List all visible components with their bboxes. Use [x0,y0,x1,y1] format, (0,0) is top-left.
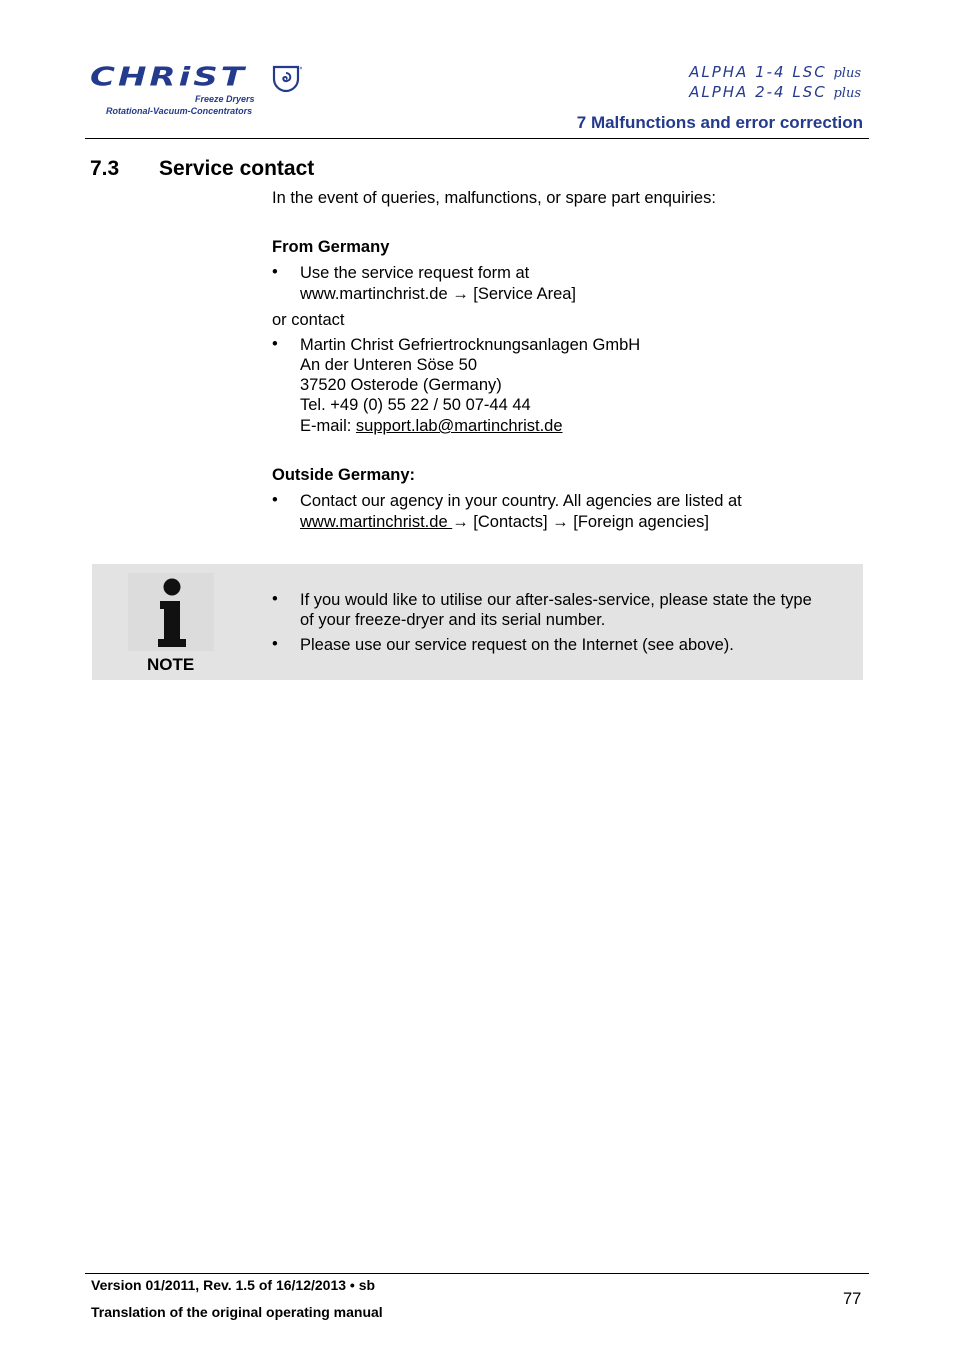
website-link[interactable]: www.martinchrist.de [300,513,453,531]
germany-heading: From Germany [272,238,390,256]
bullet-marker: • [272,335,278,353]
bullet-marker: • [272,263,278,281]
agency-path: → [Contacts] → [Foreign agencies] [452,513,709,531]
model-name-2 [689,83,861,101]
christ-logo-wordmark: CHRiST [90,62,247,92]
address-street: An der Unteren Söse 50 [300,356,478,374]
section-number: 7.3 [90,157,120,180]
agency-path-line [300,512,709,532]
bullet-marker: • [272,491,278,509]
address-city: 37520 Osterode (Germany) [300,376,502,394]
email-line [300,416,563,436]
logo-subtitle-concentrators: Rotational-Vacuum-Concentrators [106,106,253,116]
note-item1-line1: If you would like to utilise our after-sales-service, please state the type [300,591,812,609]
outside-heading: Outside Germany: [272,466,416,484]
info-icon [128,573,214,651]
footer-rule [85,1273,869,1274]
christ-emblem-icon [272,65,302,93]
bullet-marker: • [272,590,278,608]
note-label: NOTE [147,655,195,674]
address-phone: Tel. +49 (0) 55 22 / 50 07-44 44 [300,396,531,414]
model-name-2-text: ALPHA 2-4 LSC [689,83,827,101]
bullet-marker: • [272,635,278,653]
footer-translation: Translation of the original operating manual [91,1304,383,1320]
note-item2: Please use our service request on the Internet (see above). [300,636,734,654]
model-suffix-1: plus [833,66,861,81]
note-item1-line2: of your freeze-dryer and its serial number. [300,611,606,629]
chapter-title: 7 Malfunctions and error correction [576,113,863,132]
intro-text: In the event of queries, malfunctions, or spare part enquiries: [272,189,716,207]
or-contact-text: or contact [272,311,345,329]
model-name-1 [689,63,861,81]
page-number: 77 [843,1290,862,1308]
section-title: Service contact [159,157,315,180]
header-rule [85,138,869,139]
service-form-line2: www.martinchrist.de → [Service Area] [300,285,577,303]
model-name-1-text: ALPHA 1-4 LSC [689,63,827,81]
service-form-line1: Use the service request form at [300,264,530,282]
footer-version: Version 01/2011, Rev. 1.5 of 16/12/2013 • sb [91,1277,376,1293]
email-link[interactable]: support.lab@martinchrist.de [355,417,563,435]
logo-subtitle-freeze-dryers: Freeze Dryers [195,94,255,104]
address-company: Martin Christ Gefriertrocknungsanlagen GmbH [300,336,641,354]
agency-text: Contact our agency in your country. All agencies are listed at [300,492,742,510]
email-label: E-mail: [300,417,356,435]
model-suffix-2: plus [833,86,861,101]
